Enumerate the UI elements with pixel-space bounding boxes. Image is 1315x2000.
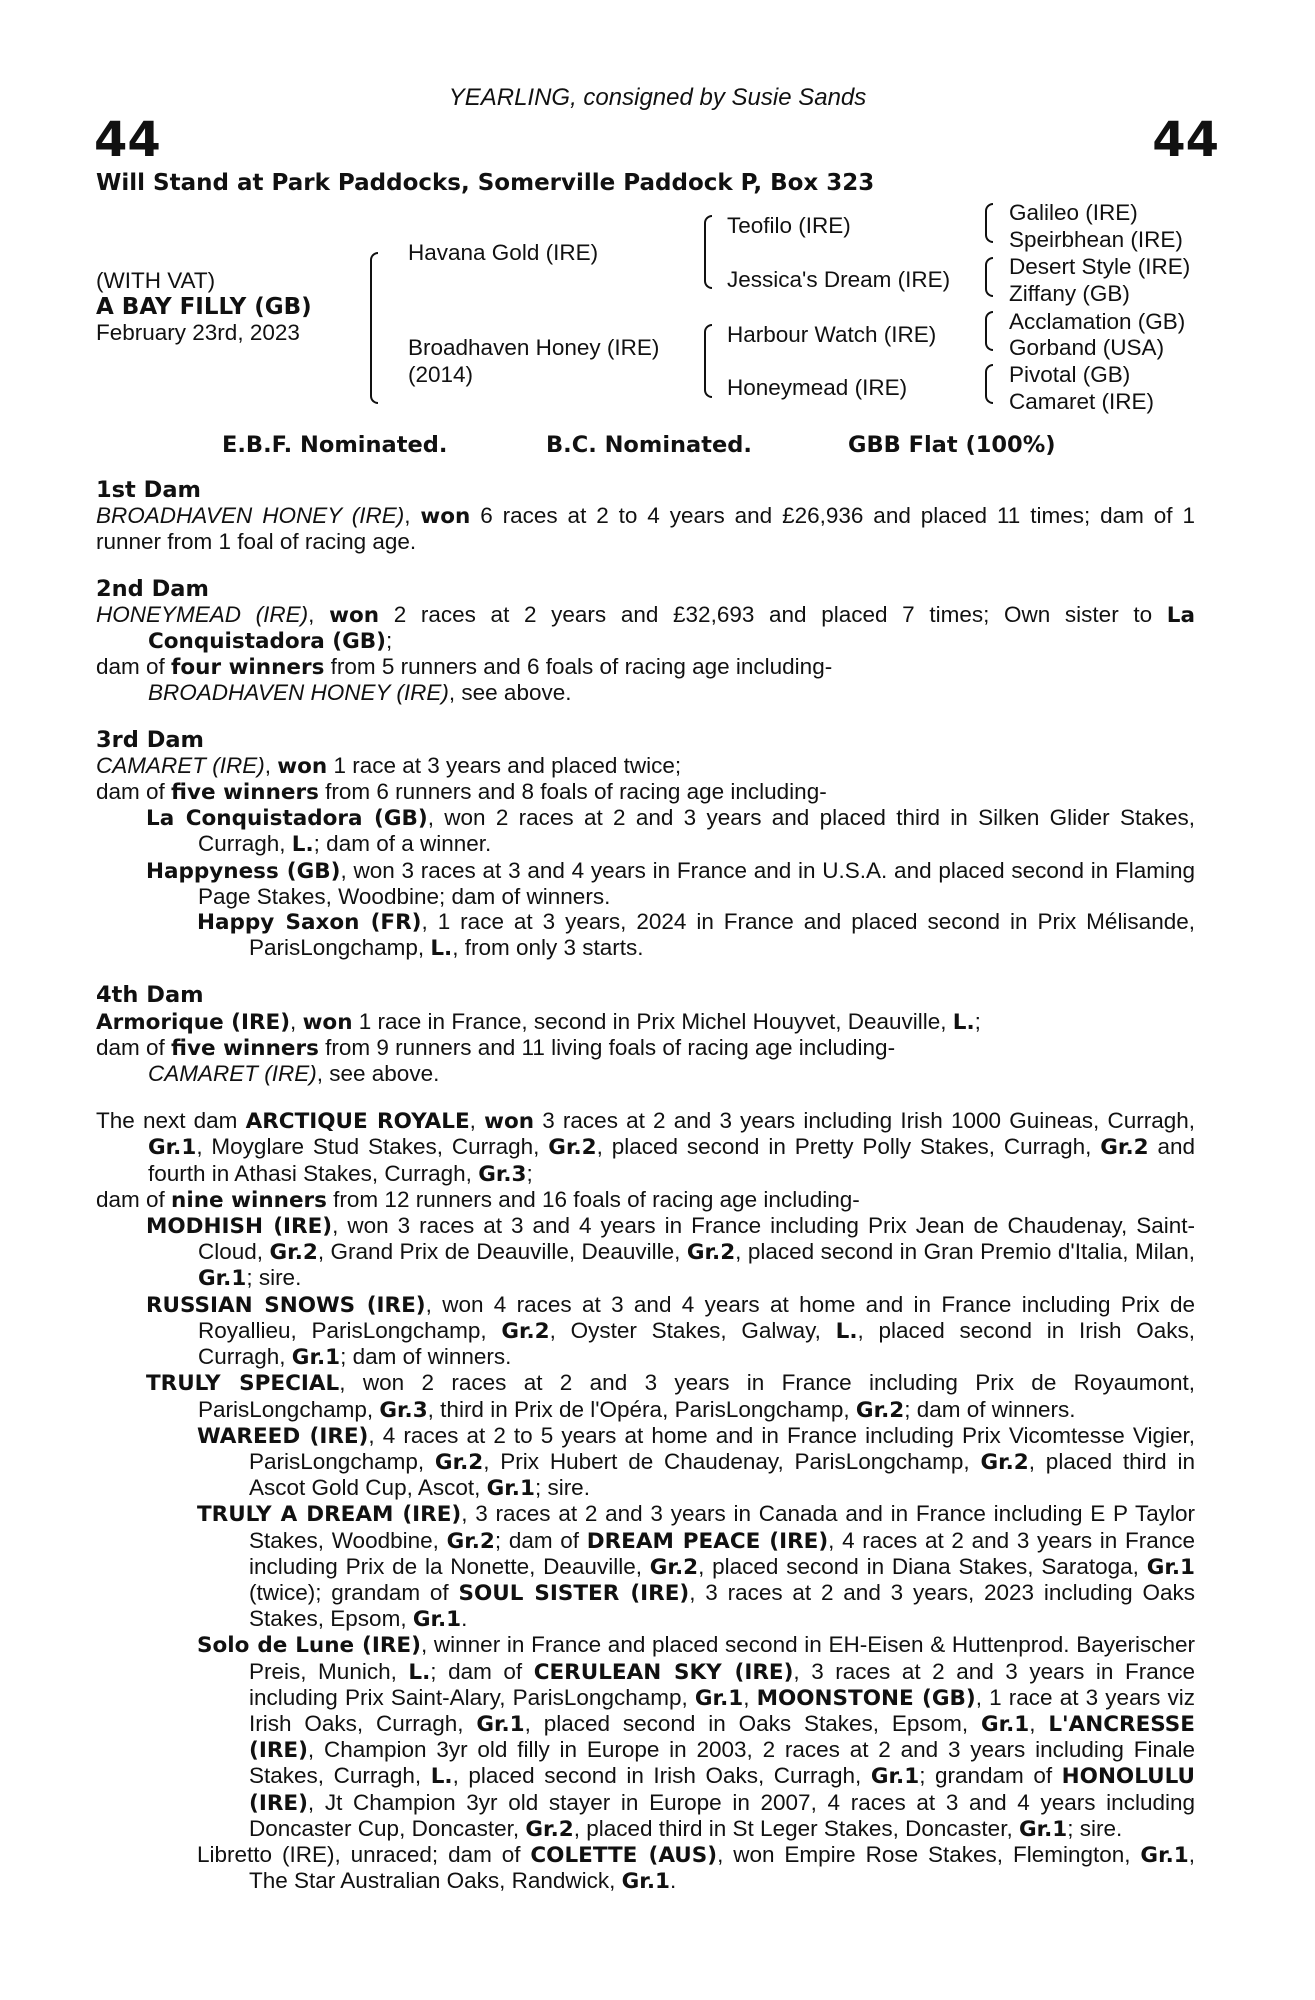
pedigree-brace	[985, 203, 993, 243]
next-dam-produce-item: RUSSIAN SNOWS (IRE), won 4 races at 3 and 4 years at home and in France including Prix de Royallieu, ParisLongchamp, Gr.2, Oyster Stakes, Galway, L., placed second in Irish Oaks, Curragh, Gr.1; dam of winners.	[146, 1291, 1195, 1371]
gbb-flat: GBB Flat (100%)	[848, 432, 1056, 458]
section-heading: 4th Dam	[96, 982, 204, 1009]
pedigree-g8: Camaret (IRE)	[1009, 389, 1155, 414]
dam2-produce-item: BROADHAVEN HONEY (IRE), see above.	[148, 680, 572, 706]
dam4-produce: dam of five winners from 9 runners and 11 living foals of racing age including-	[96, 1034, 896, 1061]
pedigree-sire-sire: Teofilo (IRE)	[727, 213, 851, 238]
lot-number-right: 44	[1152, 112, 1219, 168]
dam1-text: BROADHAVEN HONEY (IRE), won 6 races at 2 to 4 years and £26,936 and placed 11 times; dam of 1 runner from 1 foal of racing age.	[96, 503, 1195, 555]
header-consignor: YEARLING, consigned by Susie Sands	[448, 84, 867, 111]
lot-number-left: 44	[94, 112, 161, 168]
catalogue-body	[96, 478, 1195, 1894]
pedigree-dam-sire: Harbour Watch (IRE)	[727, 322, 937, 347]
pedigree-g3: Desert Style (IRE)	[1009, 254, 1191, 279]
next-dam-text: The next dam ARCTIQUE ROYALE, won 3 races at 2 and 3 years including Irish 1000 Guineas, Curragh, Gr.1, Moyglare Stud Stakes, Curragh, Gr.2, placed second in Pretty Polly Stakes, Curragh, Gr.2 and fourth in Athasi Stakes, Curragh, Gr.3;	[96, 1108, 1196, 1187]
pedigree-brace	[704, 324, 712, 398]
pedigree-sire: Havana Gold (IRE)	[408, 240, 599, 265]
next-dam-produce-item: TRULY SPECIAL, won 2 races at 2 and 3 years in France including Prix de Royaumont, ParisLongchamp, Gr.3, third in Prix de l'Opéra, ParisLongchamp, Gr.2; dam of winners.	[146, 1370, 1195, 1423]
vat-note: (WITH VAT)	[96, 268, 216, 293]
pedigree-brace	[985, 257, 993, 297]
ebf-nomination: E.B.F. Nominated.	[222, 432, 448, 458]
pedigree-brace	[704, 215, 712, 289]
horse-name: A BAY FILLY (GB)	[96, 294, 312, 320]
pedigree-g5: Acclamation (GB)	[1009, 309, 1186, 334]
foaling-date: February 23rd, 2023	[96, 320, 300, 345]
pedigree-g1: Galileo (IRE)	[1009, 200, 1138, 225]
pedigree-dam-dam: Honeymead (IRE)	[727, 375, 908, 400]
dam3-produce-item: Happyness (GB), won 3 races at 3 and 4 years in France and in U.S.A. and placed second in Flaming Page Stakes, Woodbine; dam of winners.	[146, 857, 1196, 909]
pedigree-brace	[985, 311, 993, 351]
next-dam-produce-subitem: TRULY A DREAM (IRE), 3 races at 2 and 3 years in Canada and in France including E P Taylor Stakes, Woodbine, Gr.2; dam of DREAM PEACE (IRE), 4 races at 2 and 3 years in France including Prix de la Nonette, Deauville, Gr.2, placed second in Diana Stakes, Saratoga, Gr.1 (twice); grandam of SOUL SISTER (IRE), 3 races at 2 and 3 years, 2023 including Oaks Stakes, Epsom, Gr.1.	[197, 1501, 1195, 1633]
dam4-text: Armorique (IRE), won 1 race in France, second in Prix Michel Houyvet, Deauville, L.;	[96, 1008, 981, 1035]
dam2-text: HONEYMEAD (IRE), won 2 races at 2 years and £32,693 and placed 7 times; Own sister to La Conquistadora (GB);	[96, 601, 1195, 655]
dam3-produce: dam of five winners from 6 runners and 8 foals of racing age including-	[96, 779, 827, 806]
next-dam-produce-subitem: Libretto (IRE), unraced; dam of COLETTE (AUS), won Empire Rose Stakes, Flemington, Gr.1, The Star Australian Oaks, Randwick, Gr.1.	[197, 1841, 1195, 1895]
pedigree-dam: Broadhaven Honey (IRE)	[408, 335, 660, 360]
dam3-produce-item: La Conquistadora (GB), won 2 races at 2 and 3 years and placed third in Silken Glider Stakes, Curragh, L.; dam of a winner.	[146, 805, 1195, 858]
pedigree-brace	[370, 252, 378, 404]
next-dam-produce: dam of nine winners from 12 runners and 16 foals of racing age including-	[96, 1186, 860, 1213]
stand-location: Will Stand at Park Paddocks, Somerville Paddock P, Box 323	[96, 170, 875, 196]
section-heading: 2nd Dam	[96, 575, 209, 602]
dam4-produce-item: CAMARET (IRE), see above.	[148, 1061, 440, 1087]
pedigree-sire-dam: Jessica's Dream (IRE)	[727, 267, 951, 292]
next-dam-produce-subitem: Solo de Lune (IRE), winner in France and placed second in EH-Eisen & Huttenprod. Bayerischer Preis, Munich, L.; dam of CERULEAN SKY (IRE), 3 races at 2 and 3 years in France including Prix Saint-Alary, ParisLongchamp, Gr.1, MOONSTONE (GB), 1 race at 3 years viz Irish Oaks, Curragh, Gr.1, placed second in Oaks Stakes, Epsom, Gr.1, L'ANCRESSE (IRE), Champion 3yr old filly in Europe in 2003, 2 races at 2 and 3 years including Finale Stakes, Curragh, L., placed second in Irish Oaks, Curragh, Gr.1; grandam of HONOLULU (IRE), Jt Champion 3yr old stayer in Europe in 2007, 4 races at 3 and 4 years including Doncaster Cup, Doncaster, Gr.2, placed third in St Leger Stakes, Doncaster, Gr.1; sire.	[197, 1632, 1195, 1842]
dam2-produce: dam of four winners from 5 runners and 6 foals of racing age including-	[96, 654, 833, 681]
pedigree-brace	[985, 364, 993, 404]
pedigree-g4: Ziffany (GB)	[1009, 281, 1130, 306]
bc-nomination: B.C. Nominated.	[546, 432, 752, 458]
next-dam-produce-item: MODHISH (IRE), won 3 races at 3 and 4 years in France including Prix Jean de Chaudenay, Saint-Cloud, Gr.2, Grand Prix de Deauville, Deauville, Gr.2, placed second in Gran Premio d'Italia, Milan, Gr.1; sire.	[146, 1213, 1195, 1292]
pedigree-g6: Gorband (USA)	[1009, 335, 1165, 360]
pedigree-g7: Pivotal (GB)	[1009, 362, 1131, 387]
dam3-produce-subitem: Happy Saxon (FR), 1 race at 3 years, 2024 in France and placed second in Prix Mélisande, ParisLongchamp, L., from only 3 starts.	[197, 909, 1195, 962]
section-heading: 3rd Dam	[96, 726, 204, 753]
section-heading: 1st Dam	[96, 477, 201, 503]
next-dam-produce-subitem: WAREED (IRE), 4 races at 2 to 5 years at home and in France including Prix Vicomtesse Vigier, ParisLongchamp, Gr.2, Prix Hubert de Chaudenay, ParisLongchamp, Gr.2, placed third in Ascot Gold Cup, Ascot, Gr.1; sire.	[197, 1422, 1196, 1502]
pedigree-dam-year: (2014)	[408, 362, 474, 387]
dam3-text: CAMARET (IRE), won 1 race at 3 years and placed twice;	[96, 752, 682, 779]
pedigree-g2: Speirbhean (IRE)	[1009, 227, 1183, 252]
